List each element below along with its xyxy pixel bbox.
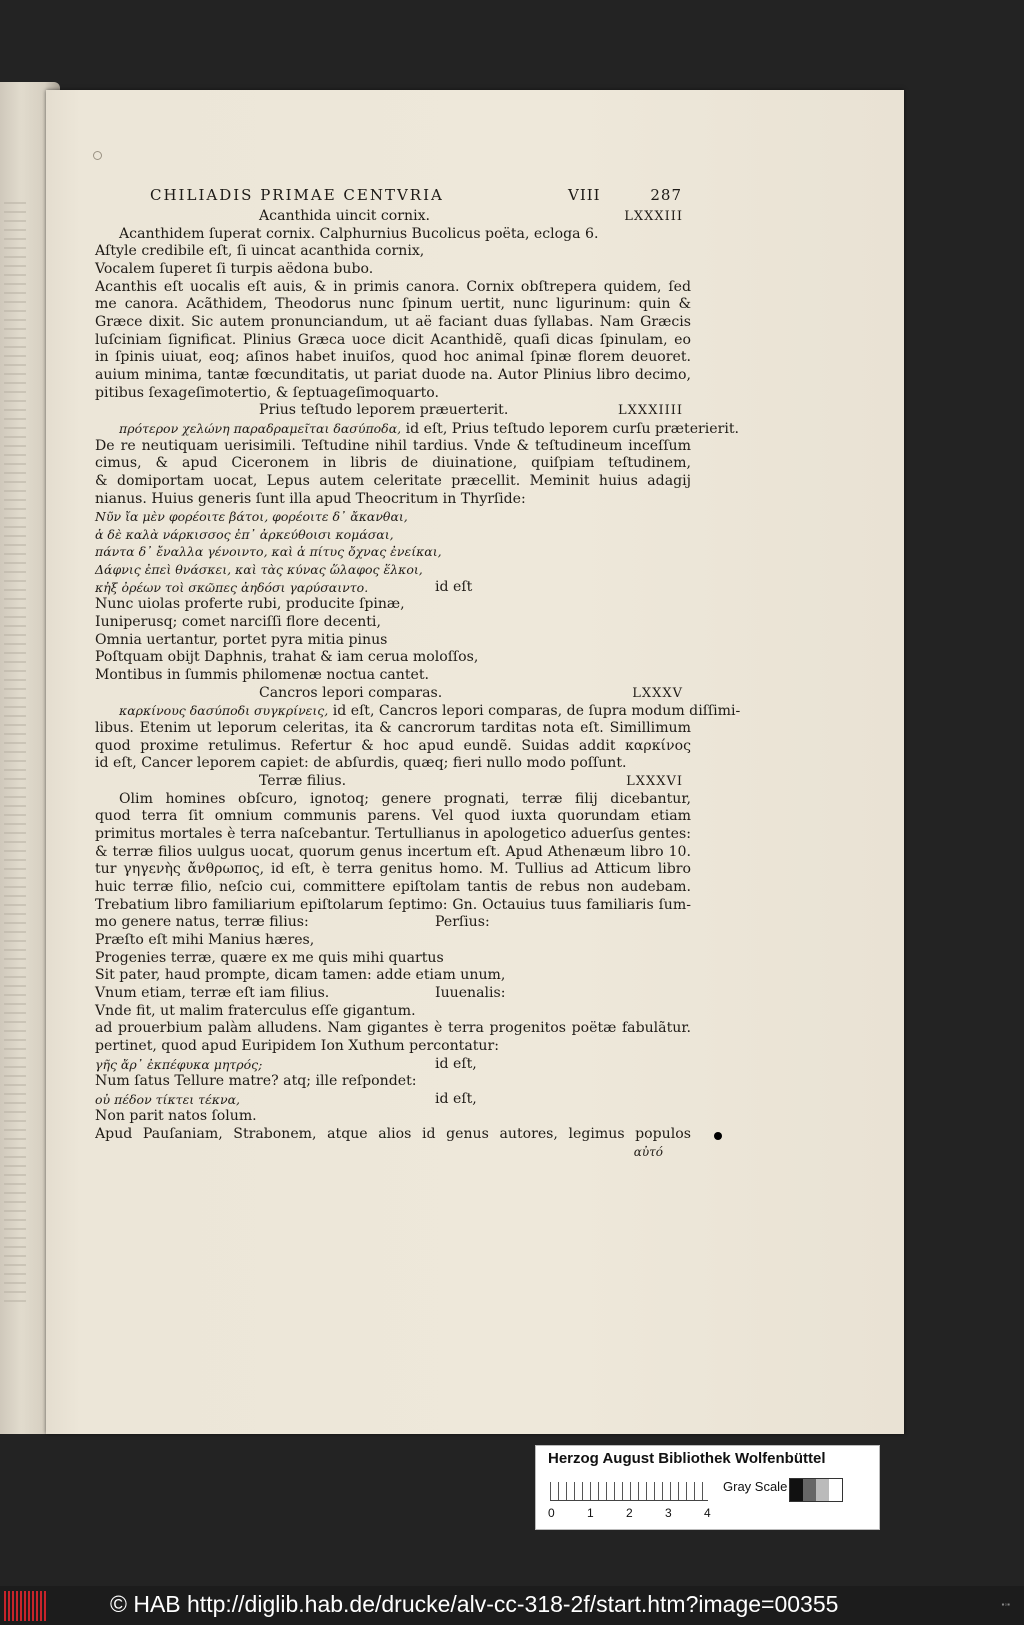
- line-text: οὐ πέδον τίκτει τέκνα,: [95, 1091, 240, 1107]
- adage-heading: [95, 208, 691, 226]
- text-line: [95, 791, 691, 809]
- line-text: Num ſatus Tellure matre? atq; ille reſpondet:: [95, 1073, 417, 1090]
- page-mark: [93, 151, 102, 160]
- text-line: [95, 508, 691, 526]
- text-line: [95, 473, 691, 491]
- line-text: Terræ filius.: [259, 773, 347, 789]
- footer-mini: ▪◦▪: [1001, 1600, 1010, 1609]
- line-text: Νῦν ἴα μὲν φορέοιτε βάτοι, φορέοιτε δ᾽ ἄκανθαι,: [95, 509, 408, 525]
- hab-logo-icon: [4, 1591, 46, 1621]
- line-text: Præſto eſt mihi Manius hæres,: [95, 931, 315, 948]
- line-text: Nunc uiolas proferte rubi, producite ſpinæ,: [95, 596, 405, 613]
- text-line: [95, 279, 691, 297]
- text-line: [95, 897, 691, 915]
- line-text: Trebatium libro familiarium epiſtolarum ſeptimo: Gn. Octauius tuus familiaris ſum-: [95, 896, 691, 913]
- ruler-tick-label: 4: [704, 1506, 711, 1520]
- text-line: [95, 614, 691, 632]
- line-text: Δάφνις ἐπεὶ θνάσκει, καὶ τὰς κύνας ὥλαφος ἕλκοι,: [95, 562, 423, 578]
- text-line: [95, 1020, 691, 1038]
- ink-dot: [714, 1132, 722, 1140]
- line-text: Vnde fit, ut malim fraterculus eſſe gigantum.: [95, 1002, 416, 1019]
- text-line: [95, 1108, 691, 1126]
- text-line: [95, 349, 691, 367]
- ruler-tick-label: 0: [548, 1506, 555, 1520]
- text-line: [95, 561, 691, 579]
- text-line: [95, 332, 691, 350]
- adage-heading: [95, 773, 691, 791]
- text-line: [95, 702, 741, 720]
- text-line: [95, 950, 691, 968]
- line-text: tur γηγενὴς ἄνθρωπος, id eſt, è terra genitus homo. M. Tullius ad Atticum libro: [95, 861, 691, 878]
- text-line: [95, 985, 691, 1003]
- library-label: [535, 1445, 880, 1530]
- text-line: [95, 738, 691, 756]
- text-line: [95, 1144, 691, 1162]
- ruler-tick-label: 1: [587, 1506, 594, 1520]
- inline-note: id eſt,: [435, 1090, 477, 1107]
- line-text: cimus, & apud Ciceronem in libris de diuinatione, quiſpiam teſtudinem,: [95, 455, 691, 472]
- line-text: Acanthis eſt uocalis eſt auis, & in primis canora. Cornix obſtrepera quidem, ſed: [95, 278, 691, 295]
- adage-heading: [95, 402, 691, 420]
- line-text: ad prouerbium palàm alludens. Nam gigantes è terra progenitos poëtæ fabulãtur.: [95, 1020, 691, 1037]
- text-line: [95, 367, 691, 385]
- line-text: κἠξ ὀρέων τοὶ σκῶπες ἀηδόσι γαρύσαιντο.: [95, 579, 369, 595]
- text-line: [95, 296, 691, 314]
- line-text: Non parit natos ſolum.: [95, 1108, 257, 1125]
- text-line: [95, 438, 691, 456]
- gray-swatches: [789, 1478, 843, 1502]
- line-text: Poſtquam obijt Daphnis, trahat & iam cerua moloſſos,: [95, 649, 479, 666]
- line-text: Acanthida uincit cornix.: [259, 208, 431, 224]
- adage-number: LXXXVI: [626, 774, 683, 789]
- catchword: αὐτό: [633, 1144, 663, 1159]
- text-line: [95, 420, 740, 438]
- line-text: quod proxime retulimus. Refertur & hoc apud eundẽ. Suidas addit καρκίνος: [95, 737, 691, 754]
- gray-scale-label: Gray Scale: [723, 1479, 788, 1494]
- text-line: [95, 491, 691, 509]
- line-text: Omnia uertantur, portet pyra mitia pinus: [95, 631, 388, 648]
- text-line: [95, 844, 691, 862]
- inline-note: Perſius:: [435, 914, 490, 931]
- line-text: πρότερον χελώνη παραδραμεῖται δασύποδα,: [119, 420, 402, 436]
- line-text: id eſt, Cancer leporem capiet: de abſurdis, quæq; fieri nullo modo poſſunt.: [95, 755, 627, 772]
- scale-ruler: [550, 1482, 708, 1501]
- institution-name: Herzog August Bibliothek Wolfenbüttel: [548, 1450, 826, 1467]
- text-line: [95, 243, 691, 261]
- text-line: [95, 932, 691, 950]
- text-line: [95, 808, 691, 826]
- line-text: pitibus ſexageſimotertio, & ſeptuageſimoquarto.: [95, 384, 440, 401]
- footer-bar: [0, 1586, 1024, 1625]
- text-line: [95, 1126, 691, 1144]
- line-text: Prius teſtudo leporem præuerterit.: [259, 402, 509, 419]
- footer-url[interactable]: © HAB http://diglib.hab.de/drucke/alv-cc-318-2f/start.htm?image=00355: [110, 1591, 839, 1617]
- text-line: [95, 1091, 691, 1109]
- body-text: [95, 208, 741, 1161]
- line-text: Cancros lepori comparas.: [259, 684, 443, 701]
- text-line: [95, 967, 691, 985]
- text-line: [95, 579, 691, 597]
- line-text: quod terra ſit omnium communis parens. Vel quod iuxta quorundam etiam: [95, 808, 691, 825]
- header-title: CHILIADIS PRIMAE CENTVRIA: [150, 186, 444, 204]
- line-text: mo genere natus, terræ filius:: [95, 914, 309, 931]
- text-line: [95, 649, 691, 667]
- line-text: ἁ δὲ καλὰ νάρκισσος ἐπ᾽ ἀρκεύθοισι κομάσαι,: [95, 526, 394, 542]
- line-text: Sit pater, haud prompte, dicam tamen: adde etiam unum,: [95, 967, 506, 984]
- text-line: [95, 755, 691, 773]
- header-centuria: VIII: [568, 186, 601, 204]
- text-line: [95, 526, 691, 544]
- line-text: & terræ filios uulgus uocat, quorum genus incertum eſt. Apud Athenæum libro 10.: [95, 843, 691, 860]
- line-text: primitus mortales è terra naſcebantur. Tertullianus in apologetico aduerſus gentes:: [95, 825, 691, 842]
- line-text: me canora. Acãthidem, Theodorus nunc ſpinum uertit, nunc ligurinum: quin &: [95, 296, 691, 313]
- text-line: [95, 596, 691, 614]
- line-text: libus. Etenim ut leporum celeritas, ita & cancrorum tarditas nota eſt. Simillimum: [95, 720, 691, 737]
- text-line: [95, 632, 691, 650]
- text-line: [95, 1073, 691, 1091]
- text-line: [95, 1003, 691, 1021]
- page-number: 287: [650, 186, 682, 204]
- text-line: [95, 1056, 691, 1074]
- text-line: [95, 914, 691, 932]
- inline-note: id eſt,: [435, 1055, 477, 1072]
- line-text: Vocalem ſuperet ſi turpis aëdona bubo.: [95, 260, 374, 277]
- ruler-tick-label: 2: [626, 1506, 633, 1520]
- line-text: De re neutiquam uerisimili. Teſtudine nihil tardius. Vnde & teſtudineum inceſſum: [95, 437, 691, 454]
- line-text: Progenies terræ, quære ex me quis mihi quartus: [95, 949, 444, 966]
- running-header: [150, 186, 682, 208]
- ruler-tick-label: 3: [665, 1506, 672, 1520]
- line-text: πάντα δ᾽ ἔναλλα γένοιντο, καὶ ἁ πίτυς ὄχνας ἐνείκαι,: [95, 544, 442, 560]
- line-text: in ſpinis uiuat, eoq; aſinos habet inuiſos, quod hoc animal ſpinæ florem deuoret.: [95, 349, 691, 366]
- text-line: [95, 720, 691, 738]
- line-text: Olim homines obſcuro, ignotoq; genere prognati, terræ filij dicebantur,: [119, 790, 691, 807]
- adage-heading: [95, 685, 691, 703]
- adage-number: LXXXIIII: [618, 403, 683, 419]
- line-text: & domiportam uocat, Lepus autem celeritate præcellit. Meminit huius adagij: [95, 472, 691, 489]
- line-text: luſciniam ſignificat. Plinius Græca uoce dicit Acanthidẽ, quaſi dicas ſpinulam, eo: [95, 331, 691, 348]
- line-text: nianus. Huius generis ſunt illa apud Theocritum in Thyrſide:: [95, 490, 526, 507]
- line-text: Vnum etiam, terræ eſt iam filius.: [95, 984, 330, 1001]
- line-text: auium minima, tantæ fœcunditatis, ut pariat duode na. Autor Plinius libro decimo,: [95, 366, 691, 383]
- text-line: [95, 314, 691, 332]
- text-line: [95, 455, 691, 473]
- text-line: [95, 385, 691, 403]
- text-line: [95, 667, 691, 685]
- line-text: Acanthidem ſuperat cornix. Calphurnius Bucolicus poëta, ecloga 6.: [119, 225, 599, 242]
- text-line: [95, 1038, 691, 1056]
- line-text: Iuniperusq; comet narciſſi flore decenti,: [95, 614, 381, 631]
- adage-number: LXXXIII: [624, 209, 683, 224]
- line-text: Aſtyle credibile eſt, ſi uincat acanthida cornix,: [95, 243, 425, 260]
- line-text: pertinet, quod apud Euripidem Ion Xuthum percontatur:: [95, 1037, 499, 1054]
- line-text: καρκίνους δασύποδι συγκρίνεις,: [119, 703, 329, 719]
- line-text: Apud Pauſaniam, Strabonem, atque alios id genus autores, legimus populos: [95, 1126, 691, 1143]
- text-line: [95, 226, 691, 244]
- line-text: γῆς ἄρ᾽ ἐκπέφυκα μητρός;: [95, 1056, 263, 1072]
- text-line: [95, 879, 691, 897]
- inline-note: Iuuenalis:: [435, 984, 506, 1001]
- line-continuation: id eſt, Prius teſtudo leporem curſu præterierit.: [401, 420, 740, 437]
- line-text: Montibus in ſummis philomenæ noctua cantet.: [95, 667, 429, 684]
- line-text: huic terræ filio, neſcio cui, committere epiſtolam tantis de rebus non audebam.: [95, 878, 691, 895]
- text-line: [95, 261, 691, 279]
- adage-number: LXXXV: [632, 685, 683, 701]
- line-text: Græce dixit. Sic autem pronunciandum, ut aë faciant duas ſyllabas. Nam Græcis: [95, 313, 691, 330]
- text-line: [95, 861, 691, 879]
- inline-note: id eſt: [435, 578, 473, 595]
- line-continuation: id eſt, Cancros lepori comparas, de ſupra modum diſſimi-: [328, 703, 741, 720]
- text-line: [95, 826, 691, 844]
- text-line: [95, 543, 691, 561]
